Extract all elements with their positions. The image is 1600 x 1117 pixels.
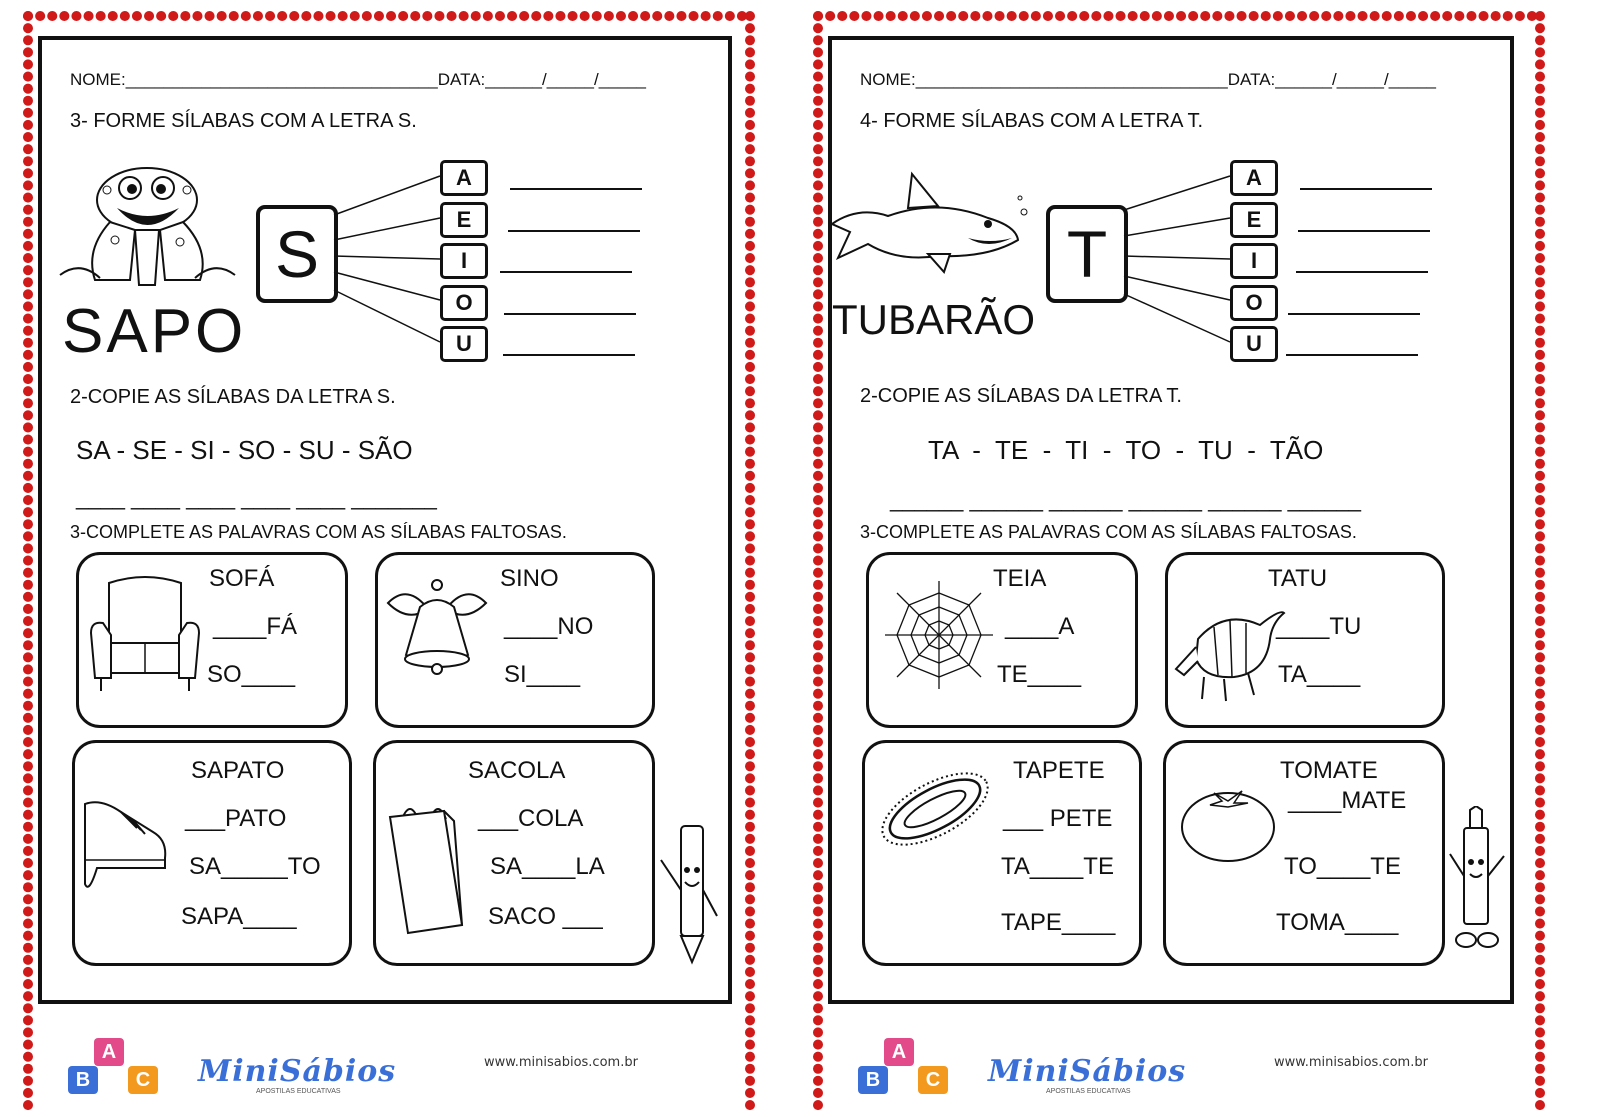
- answer-line[interactable]: [1298, 230, 1430, 232]
- footer-url[interactable]: www.minisabios.com.br: [1274, 1055, 1428, 1070]
- card-blank-line[interactable]: ____A: [1005, 613, 1075, 640]
- logo-block-c: C: [128, 1066, 158, 1094]
- card-word: TEIA: [993, 565, 1047, 592]
- syllables-model: TA - TE - TI - TO - TU - TÃO: [928, 435, 1324, 465]
- card-word: SINO: [500, 565, 559, 592]
- logo-block-b: B: [68, 1066, 98, 1094]
- card-blank-line[interactable]: ___COLA: [478, 805, 584, 832]
- logo-subtitle: APOSTILAS EDUCATIVAS: [1046, 1088, 1131, 1095]
- connector-lines: [1120, 160, 1235, 360]
- armadillo-illustration: [1174, 599, 1286, 707]
- card-word: TAPETE: [1013, 757, 1105, 784]
- card-blank-line[interactable]: SA____LA: [490, 853, 605, 880]
- word-card-tomate: [1163, 740, 1445, 966]
- card-blank-line[interactable]: TA____TE: [1001, 853, 1114, 880]
- logo-block-a: A: [884, 1038, 914, 1066]
- logo-block-b: B: [858, 1066, 888, 1094]
- card-word: SAPATO: [191, 757, 285, 784]
- vowel-box-e: E: [440, 202, 488, 238]
- word-card-sacola: [373, 740, 655, 966]
- question-3-title: 3-COMPLETE AS PALAVRAS COM AS SÍLABAS FALTOSAS.: [860, 522, 1357, 542]
- vowel-box-e: E: [1230, 202, 1278, 238]
- card-blank-line[interactable]: TE____: [997, 661, 1082, 688]
- minisabios-logo: [66, 1036, 426, 1096]
- shoe-illustration: [81, 798, 171, 898]
- vowel-box-a: A: [1230, 160, 1278, 196]
- connector-lines: [330, 160, 445, 360]
- card-word: SOFÁ: [209, 565, 275, 592]
- card-blank-line[interactable]: SI____: [504, 661, 581, 688]
- name-date-line: NOME:_________________________________DATA:______/_____/_____: [860, 70, 1436, 89]
- syllables-model: SA - SE - SI - SO - SU - SÃO: [76, 435, 413, 465]
- logo-block-a: A: [94, 1038, 124, 1066]
- question-2-title: 2-COPIE AS SÍLABAS DA LETRA S.: [70, 386, 396, 408]
- word-card-tapete: [862, 740, 1142, 966]
- bell-illustration: [378, 573, 496, 685]
- question-1-title: 4- FORME SÍLABAS COM A LETRA T.: [860, 110, 1204, 132]
- vowel-box-i: I: [440, 243, 488, 279]
- card-blank-line[interactable]: SACO ___: [488, 903, 603, 930]
- question-2-title: 2-COPIE AS SÍLABAS DA LETRA T.: [860, 385, 1182, 407]
- vowel-box-u: U: [440, 326, 488, 362]
- card-blank-line[interactable]: TOMA____: [1276, 909, 1399, 936]
- card-word: TATU: [1268, 565, 1328, 592]
- word-card-teia: [866, 552, 1138, 728]
- copy-lines[interactable]: ______ ______ ______ ______ ______ ______: [890, 487, 1362, 512]
- answer-line[interactable]: [500, 271, 632, 273]
- vowel-box-u: U: [1230, 326, 1278, 362]
- copy-lines[interactable]: ____ ____ ____ ____ ____ _______: [76, 485, 437, 510]
- minisabios-logo: [856, 1036, 1216, 1096]
- card-blank-line[interactable]: ____MATE: [1288, 787, 1407, 814]
- pencil-mascot-illustration: [655, 820, 723, 970]
- name-date-line: NOME:_________________________________DATA:______/_____/_____: [70, 70, 646, 89]
- card-blank-line[interactable]: TO____TE: [1284, 853, 1401, 880]
- answer-line[interactable]: [503, 354, 635, 356]
- footer-url[interactable]: www.minisabios.com.br: [484, 1055, 638, 1070]
- vowel-box-i: I: [1230, 243, 1278, 279]
- rug-illustration: [869, 767, 1001, 851]
- card-blank-line[interactable]: SA_____TO: [189, 853, 321, 880]
- card-blank-line[interactable]: ___ PETE: [1003, 805, 1113, 832]
- card-word: TOMATE: [1280, 757, 1378, 784]
- big-letter-box: T: [1046, 205, 1128, 303]
- spiderweb-illustration: [883, 579, 995, 691]
- logo-text: MiniSábios: [988, 1054, 1187, 1089]
- answer-line[interactable]: [1288, 313, 1420, 315]
- crayon-mascot-illustration: [1446, 806, 1510, 956]
- sofa-illustration: [87, 573, 205, 703]
- answer-line[interactable]: [1300, 188, 1432, 190]
- card-blank-line[interactable]: ____FÁ: [213, 613, 298, 640]
- worksheet-letter-t: [810, 0, 1600, 1117]
- picture-word: SAPO: [62, 297, 247, 366]
- logo-block-c: C: [918, 1066, 948, 1094]
- frog-illustration: [55, 160, 240, 300]
- card-blank-line[interactable]: SAPA____: [181, 903, 297, 930]
- card-blank-line[interactable]: ____TU: [1276, 613, 1362, 640]
- vowel-box-a: A: [440, 160, 488, 196]
- answer-line[interactable]: [1286, 354, 1418, 356]
- picture-word: TUBARÃO: [832, 296, 1036, 343]
- tomato-illustration: [1178, 779, 1278, 865]
- card-blank-line[interactable]: TA____: [1278, 661, 1361, 688]
- logo-text: MiniSábios: [198, 1054, 397, 1089]
- card-blank-line[interactable]: ____NO: [504, 613, 594, 640]
- card-blank-line[interactable]: ___PATO: [185, 805, 287, 832]
- word-card-tatu: [1165, 552, 1445, 728]
- question-3-title: 3-COMPLETE AS PALAVRAS COM AS SÍLABAS FALTOSAS.: [70, 522, 567, 542]
- shark-illustration: [828, 168, 1028, 278]
- big-letter-box: S: [256, 205, 338, 303]
- word-card-sofa: [76, 552, 348, 728]
- answer-line[interactable]: [1296, 271, 1428, 273]
- question-1-title: 3- FORME SÍLABAS COM A LETRA S.: [70, 110, 417, 132]
- logo-subtitle: APOSTILAS EDUCATIVAS: [256, 1088, 341, 1095]
- card-blank-line[interactable]: TAPE____: [1001, 909, 1116, 936]
- word-card-sapato: [72, 740, 352, 966]
- answer-line[interactable]: [504, 313, 636, 315]
- card-blank-line[interactable]: SO____: [207, 661, 296, 688]
- answer-line[interactable]: [510, 188, 642, 190]
- bag-illustration: [384, 799, 468, 937]
- vowel-box-o: O: [1230, 285, 1278, 321]
- card-word: SACOLA: [468, 757, 566, 784]
- vowel-box-o: O: [440, 285, 488, 321]
- word-card-sino: [375, 552, 655, 728]
- answer-line[interactable]: [508, 230, 640, 232]
